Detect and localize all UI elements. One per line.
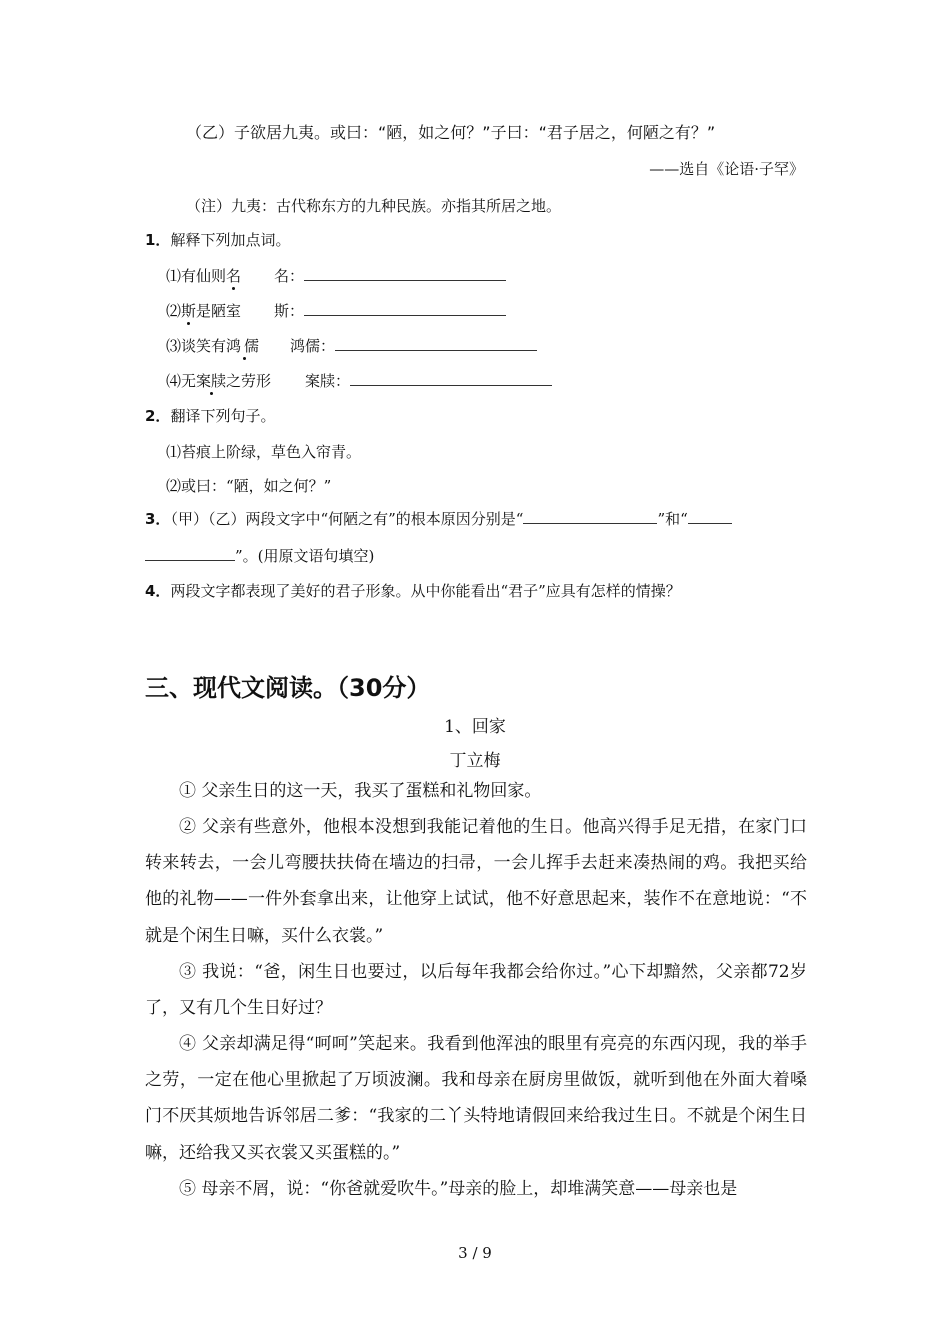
question-number: 1． (145, 231, 171, 249)
answer-blank-2[interactable] (688, 509, 732, 524)
article-title: 1、回家 (444, 717, 506, 737)
answer-label: 斯： (274, 302, 305, 320)
question-text: 翻译下列句子。 (170, 407, 276, 425)
answer-blank-2-cont[interactable] (145, 546, 235, 561)
item-text: ⑵ (166, 302, 182, 320)
dotted-word: 名 (226, 267, 242, 285)
q1-item-3-answer (290, 335, 537, 356)
question-2 (145, 405, 275, 426)
question-3 (145, 508, 732, 529)
article-paragraph-3: ③ 我说：“爸，闲生日也要过，以后每年我都会给你过。”心下却黯然，父亲都72岁了，又有几个生日好过？ (145, 962, 807, 1019)
dotted-word: 案牍 (196, 372, 227, 390)
question-3-cont (145, 545, 374, 566)
q1-item-2 (166, 300, 241, 321)
q1-item-1-answer (274, 265, 506, 286)
article-paragraph-4: ④ 父亲却满足得“呵呵”笑起来。我看到他浑浊的眼里有亮亮的东西闪现，我的举手之劳，一定在他心里掀起了万顷波澜。我和母亲在厨房里做饭，就听到他在外面大着嗓门不厌其烦地告诉邻居二爹：“我家的二丫头特地请假回来给我过生日。不就是个闲生日嘛，还给我又买衣裳又买蛋糕的。” (145, 1034, 807, 1163)
question-number: 2． (145, 407, 171, 425)
answer-blank[interactable] (350, 371, 552, 386)
article-paragraph-5: ⑤ 母亲不屑，说：“你爸就爱吹牛。”母亲的脸上，却堆满笑意——母亲也是 (179, 1179, 738, 1199)
question-text: （甲）（乙）两段文字中“何陋之有”的根本原因分别是“ (170, 510, 524, 528)
q1-item-4-answer (305, 370, 552, 391)
item-text: ⑷无 (166, 372, 197, 390)
dotted-word: 鸿儒 (226, 337, 263, 355)
question-text: ”和“ (657, 510, 688, 528)
answer-label: 鸿儒： (290, 337, 336, 355)
answer-label: 案牍： (305, 372, 351, 390)
answer-blank[interactable] (335, 336, 537, 351)
question-number: 4． (145, 582, 171, 600)
question-1 (145, 229, 290, 250)
question-text: 解释下列加点词。 (170, 231, 291, 249)
article-author: 丁立梅 (449, 751, 501, 771)
answer-blank[interactable] (304, 266, 506, 281)
q2-item-2: ⑵或曰：“陋，如之何？” (166, 477, 332, 495)
q1-item-3 (166, 335, 262, 356)
question-text: 两段文字都表现了美好的君子形象。从中你能看出“君子”应具有怎样的情操？ (170, 582, 681, 600)
q1-item-1 (166, 265, 241, 286)
passage-yi-text: （乙）子欲居九夷。或曰：“陋，如之何？”子曰：“君子居之，何陋之有？” (186, 123, 716, 142)
answer-blank[interactable] (304, 301, 506, 316)
question-4 (145, 580, 681, 601)
item-text: ⑶谈笑有 (166, 337, 227, 355)
page-number: 3 / 9 (458, 1244, 492, 1262)
answer-blank-1[interactable] (523, 509, 657, 524)
question-number: 3． (145, 510, 171, 528)
q2-item-1: ⑴苔痕上阶绿，草色入帘青。 (166, 443, 362, 461)
section-heading: 三、现代文阅读。（30分） (145, 674, 431, 702)
q1-item-2-answer (274, 300, 506, 321)
item-text: ⑴有仙则 (166, 267, 227, 285)
dotted-word: 斯 (181, 302, 197, 320)
item-text: 是陋室 (196, 302, 242, 320)
q1-item-4 (166, 370, 271, 391)
article-paragraph-2: ② 父亲有些意外，他根本没想到我能记着他的生日。他高兴得手足无措，在家门口转来转去，一会儿弯腰扶扶倚在墙边的扫帚，一会儿挥手去赶来凑热闹的鸡。我把买给他的礼物——一件外套拿出来，让他穿上试试，他不好意思起来，装作不在意地说：“不就是个闲生日嘛，买什么衣裳。” (145, 817, 807, 946)
passage-source: ——选自《论语·子罕》 (649, 160, 804, 178)
passage-note: （注）九夷：古代称东方的九种民族。亦指其所居之地。 (186, 197, 562, 215)
answer-label: 名： (274, 267, 305, 285)
question-text: ”。(用原文语句填空) (235, 547, 375, 565)
item-text: 之劳形 (226, 372, 272, 390)
article-paragraph-1: ① 父亲生日的这一天，我买了蛋糕和礼物回家。 (179, 781, 542, 801)
